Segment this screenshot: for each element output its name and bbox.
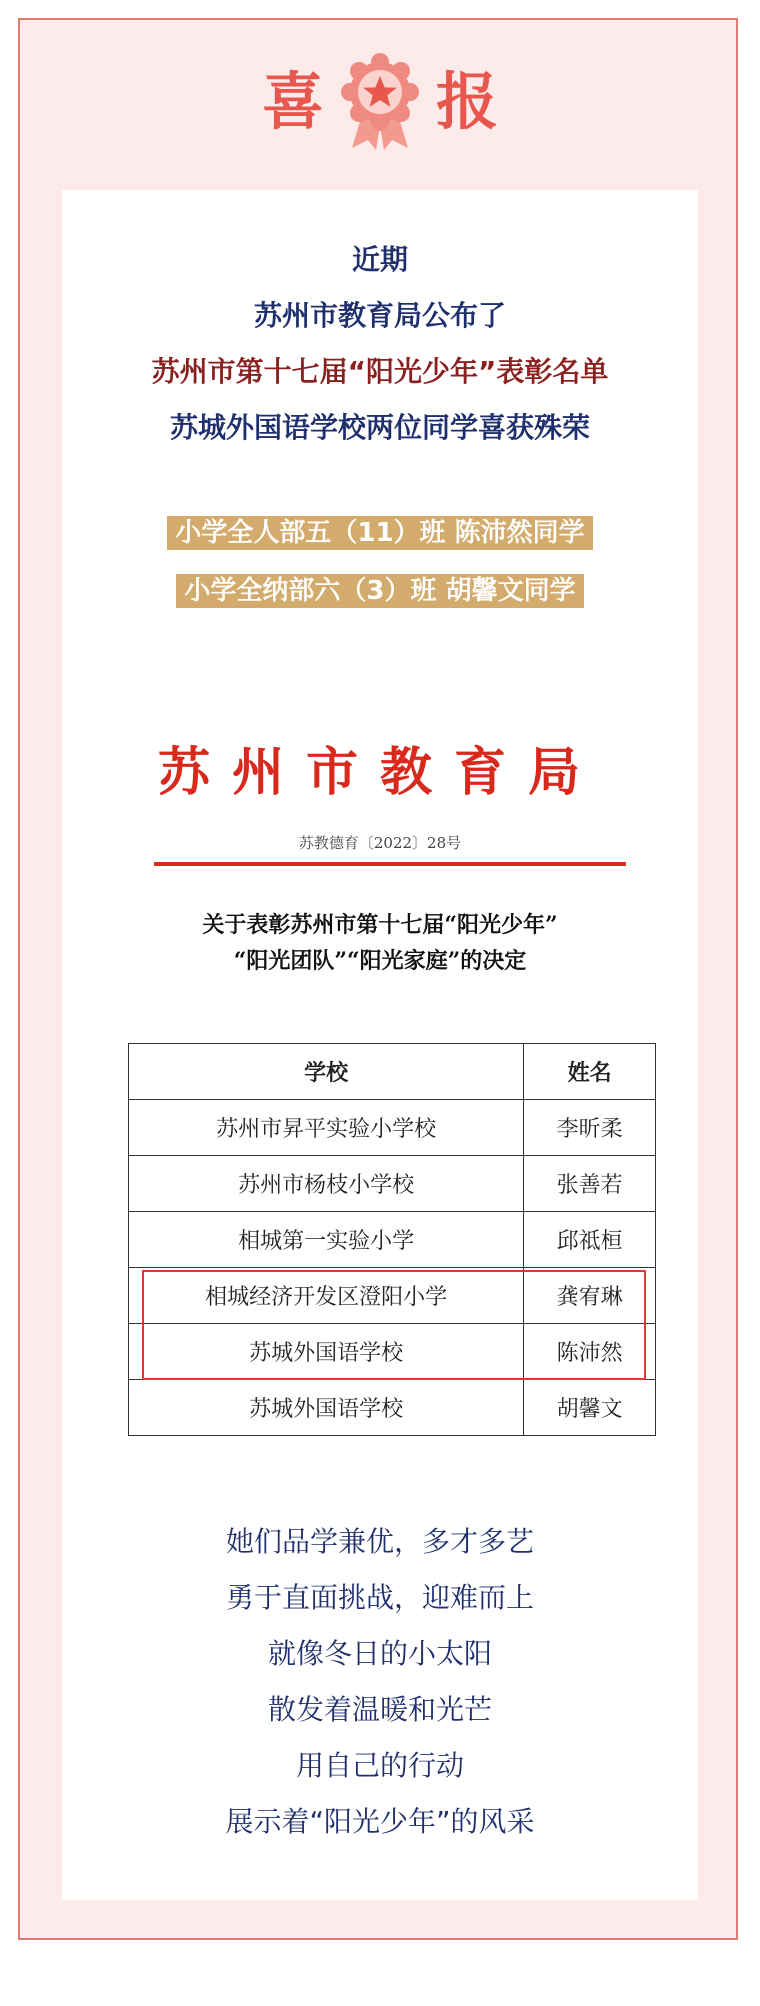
highlight-box (142, 1270, 646, 1380)
header-char-left: 喜 (261, 65, 324, 138)
highlight-student-2: 小学全纳部六（3）班 胡馨文同学 (176, 574, 583, 608)
table-row (129, 1100, 656, 1156)
table-header-school: 学校 (129, 1044, 524, 1100)
rosette-star-icon (338, 52, 422, 152)
school-cell: 苏城外国语学校 (129, 1324, 524, 1380)
red-divider (154, 862, 626, 866)
document-number: 苏教德育〔2022〕28号 (298, 834, 462, 852)
closing-line-3: 就像冬日的小太阳 (267, 1637, 492, 1670)
school-cell: 苏州市杨枝小学校 (129, 1156, 524, 1212)
closing-line-1: 她们品学兼优，多才多艺 (225, 1525, 534, 1558)
closing-line-4: 散发着温暖和光芒 (267, 1693, 492, 1726)
name-cell: 陈沛然 (524, 1324, 656, 1380)
closing-line-5: 用自己的行动 (295, 1749, 464, 1782)
issuer-heading: 苏州市教育局 (157, 742, 602, 803)
intro-line-2: 苏州市教育局公布了 (253, 299, 506, 332)
highlight-student-1: 小学全人部五（11）班 陈沛然同学 (167, 516, 592, 550)
closing-line-2: 勇于直面挑战，迎难而上 (225, 1581, 534, 1614)
name-cell: 胡馨文 (524, 1380, 656, 1436)
name-cell: 邱祗桓 (524, 1212, 656, 1268)
intro-line-1: 近期 (351, 243, 408, 276)
school-cell: 相城经济开发区澄阳小学 (129, 1268, 524, 1324)
highlight-row-1 (62, 516, 698, 550)
name-cell: 张善若 (524, 1156, 656, 1212)
school-cell: 苏州市昇平实验小学校 (129, 1100, 524, 1156)
school-cell: 相城第一实验小学 (129, 1212, 524, 1268)
content-card (62, 190, 698, 1900)
name-cell: 李昕柔 (524, 1100, 656, 1156)
name-cell: 龚宥琳 (524, 1268, 656, 1324)
intro-line-3: 苏州市第十七届“阳光少年”表彰名单 (151, 355, 609, 388)
highlight-row-2 (62, 574, 698, 608)
table-row (129, 1212, 656, 1268)
intro-line-4: 苏城外国语学校两位同学喜获殊荣 (169, 411, 590, 444)
table-row (129, 1156, 656, 1212)
header-banner (0, 52, 760, 152)
closing-line-6: 展示着“阳光少年”的风采 (225, 1805, 535, 1838)
table-header-row (129, 1044, 656, 1100)
school-cell: 苏城外国语学校 (129, 1380, 524, 1436)
decision-title-line-2: “阳光团队”“阳光家庭”的决定 (233, 948, 527, 974)
header-char-right: 报 (436, 65, 499, 138)
table-header-name: 姓名 (524, 1044, 656, 1100)
table-row-highlighted (129, 1380, 656, 1436)
decision-title-line-1: 关于表彰苏州市第十七届“阳光少年” (202, 912, 558, 938)
